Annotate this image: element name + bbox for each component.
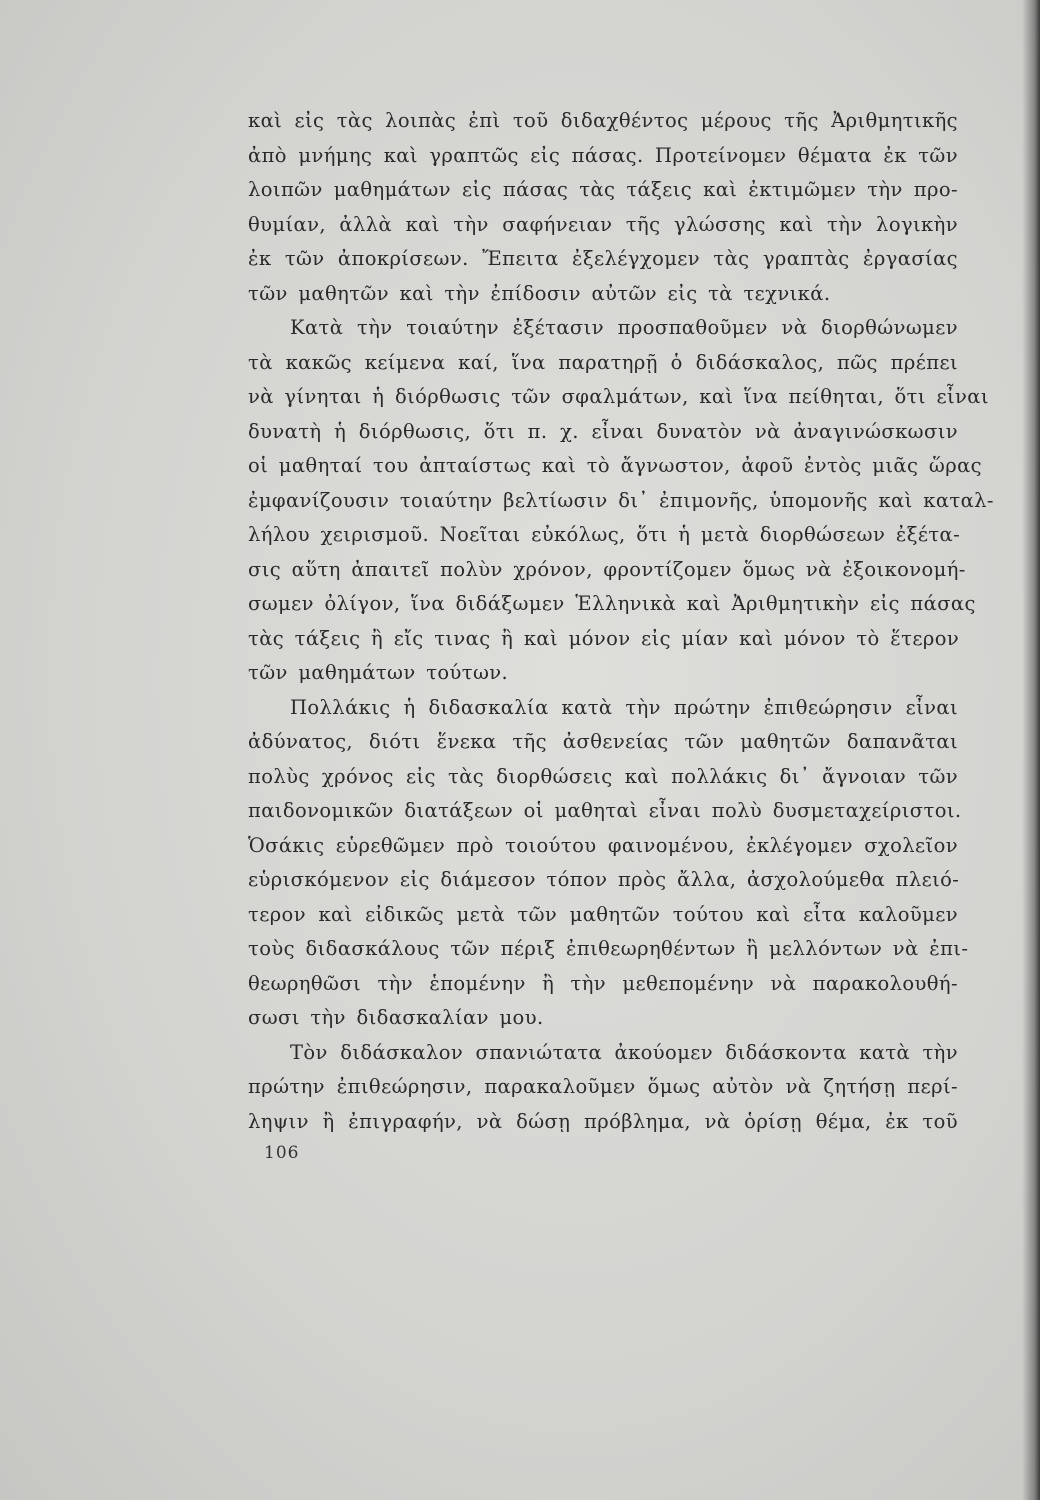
text-line: λήλου χειρισμοῦ. Νοεῖται εὐκόλως, ὅτι ἡ μετὰ διορθώσεων ἐξέτα- <box>248 523 961 546</box>
text-line: παιδονομικῶν διατάξεων οἱ μαθηταὶ εἶναι πολὺ δυσμεταχείριστοι. <box>248 799 962 822</box>
text-line: ἐκ τῶν ἀποκρίσεων. Ἔπειτα ἐξελέγχομεν τὰς γραπτὰς ἐργασίας <box>248 247 958 270</box>
text-line: πολὺς χρόνος εἰς τὰς διορθώσεις καὶ πολλάκις δι᾽ ἄγνοιαν τῶν <box>248 764 958 788</box>
text-line: καὶ εἰς τὰς λοιπὰς ἐπὶ τοῦ διδαχθέντος μέρους τῆς Ἀριθμητικῆς <box>248 109 958 132</box>
text-line: ληψιν ἢ ἐπιγραφήν, νὰ δώσῃ πρόβλημα, νὰ ὁρίσῃ θέμα, ἐκ τοῦ <box>248 1109 958 1133</box>
text-line: τὰ κακῶς κείμενα καί, ἵνα παρατηρῇ ὁ διδάσκαλος, πῶς πρέπει <box>248 350 958 374</box>
text-line: τῶν μαθημάτων τούτων. <box>248 661 509 684</box>
text-line: ἀπὸ μνήμης καὶ γραπτῶς εἰς πάσας. Προτείνομεν θέματα ἐκ τῶν <box>248 143 958 167</box>
text-line: τὰς τάξεις ἢ εἴς τινας ἢ καὶ μόνον εἰς μίαν καὶ μόνον τὸ ἕτερον <box>248 626 960 650</box>
body-text <box>248 104 994 1139</box>
text-line: νὰ γίνηται ἡ διόρθωσις τῶν σφαλμάτων, καὶ ἵνα πείθηται, ὅτι εἶναι <box>248 385 989 408</box>
text-line: δυνατὴ ἡ διόρθωσις, ὅτι π. χ. εἶναι δυνατὸν νὰ ἀναγινώσκωσιν <box>248 419 958 443</box>
text-line: θεωρηθῶσι τὴν ἑπομένην ἢ τὴν μεθεπομένην νὰ παρακολουθή- <box>248 971 958 995</box>
text-line: εὑρισκόμενον εἰς διάμεσον τόπον πρὸς ἄλλα, ἀσχολούμεθα πλειό- <box>248 868 960 891</box>
text-line: λοιπῶν μαθημάτων εἰς πάσας τὰς τάξεις καὶ ἐκτιμῶμεν τὴν προ- <box>248 178 958 201</box>
paragraph-start-line: Πολλάκις ἡ διδασκαλία κατὰ τὴν πρώτην ἐπιθεώρησιν εἶναι <box>290 695 958 719</box>
text-line: πρώτην ἐπιθεώρησιν, παρακαλοῦμεν ὅμως αὐτὸν νὰ ζητήσῃ περί- <box>248 1075 958 1098</box>
text-line: Ὁσάκις εὑρεθῶμεν πρὸ τοιούτου φαινομένου, ἐκλέγομεν σχολεῖον <box>248 833 958 857</box>
text-line: τερον καὶ εἰδικῶς μετὰ τῶν μαθητῶν τούτου καὶ εἶτα καλοῦμεν <box>248 902 958 926</box>
text-line: τοὺς διδασκάλους τῶν πέριξ ἐπιθεωρηθέντων ἢ μελλόντων νὰ ἐπι- <box>248 937 969 960</box>
text-line: τῶν μαθητῶν καὶ τὴν ἐπίδοσιν αὐτῶν εἰς τὰ τεχνικά. <box>248 281 831 305</box>
paragraph-start-line: Κατὰ τὴν τοιαύτην ἐξέτασιν προσπαθοῦμεν νὰ διορθώνωμεν <box>290 316 958 339</box>
text-line: θυμίαν, ἀλλὰ καὶ τὴν σαφήνειαν τῆς γλώσσης καὶ τὴν λογικὴν <box>248 212 958 236</box>
paragraph-start-line: Τὸν διδάσκαλον σπανιώτατα ἀκούομεν διδάσκοντα κατὰ τὴν <box>290 1040 958 1064</box>
page-edge-shadow <box>1022 0 1040 1500</box>
text-line: σωμεν ὀλίγον, ἵνα διδάξωμεν Ἑλληνικὰ καὶ Ἀριθμητικὴν εἰς πάσας <box>248 592 976 615</box>
text-line: ἐμφανίζουσιν τοιαύτην βελτίωσιν δι᾽ ἐπιμονῆς, ὑπομονῆς καὶ καταλ- <box>248 488 994 512</box>
text-line: σις αὕτη ἀπαιτεῖ πολὺν χρόνον, φροντίζομεν ὅμως νὰ ἐξοικονομή- <box>248 557 966 581</box>
page-number: 106 <box>264 1143 300 1163</box>
text-line: ἀδύνατος, διότι ἕνεκα τῆς ἀσθενείας τῶν μαθητῶν δαπανᾶται <box>248 730 958 753</box>
text-line: οἱ μαθηταί του ἀπταίστως καὶ τὸ ἄγνωστον, ἀφοῦ ἐντὸς μιᾶς ὥρας <box>248 454 982 477</box>
text-line: σωσι τὴν διδασκαλίαν μου. <box>248 1006 544 1029</box>
